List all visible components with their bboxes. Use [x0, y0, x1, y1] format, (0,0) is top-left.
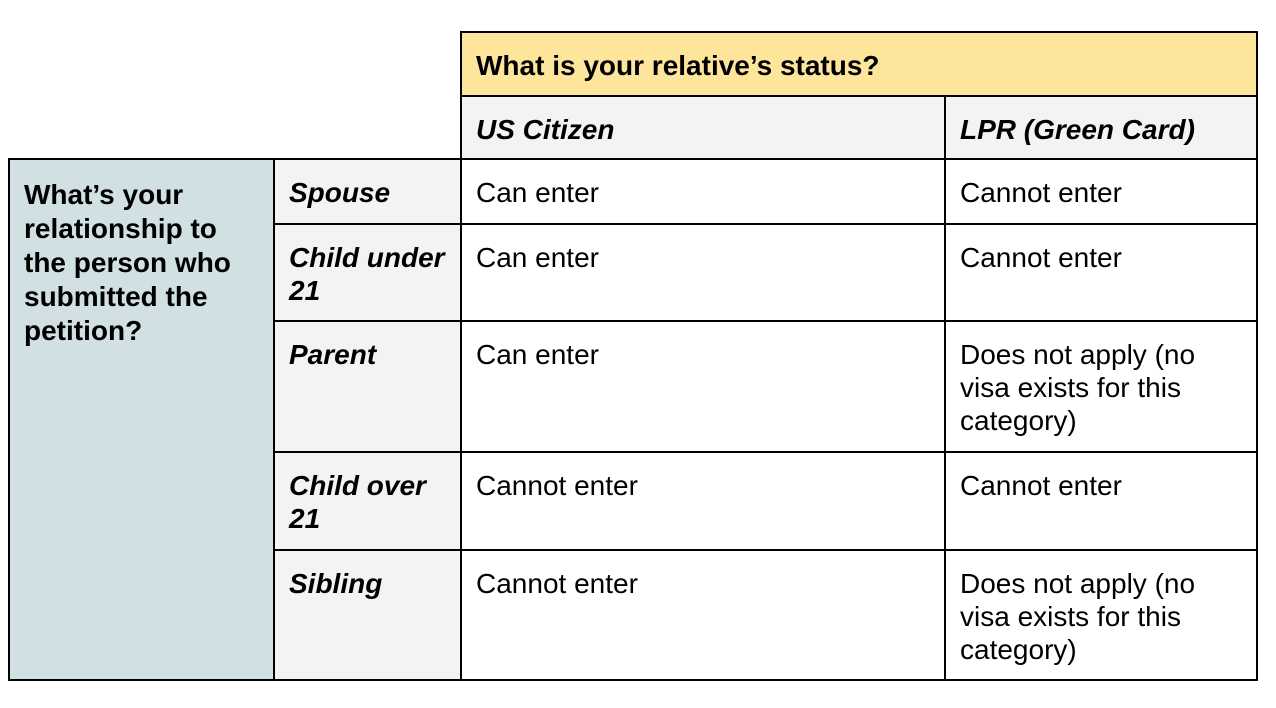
cell-spouse-us-citizen: Can enter — [460, 158, 946, 225]
cell-parent-us-citizen: Can enter — [460, 320, 946, 453]
cell-sibling-us-citizen: Cannot enter — [460, 549, 946, 681]
cell-child-under-21-lpr: Cannot enter — [944, 223, 1258, 322]
row-label-child-over-21: Child over 21 — [273, 451, 462, 551]
cell-spouse-lpr: Cannot enter — [944, 158, 1258, 225]
column-header-us-citizen: US Citizen — [460, 95, 946, 160]
cell-child-over-21-lpr: Cannot enter — [944, 451, 1258, 551]
row-label-parent: Parent — [273, 320, 462, 453]
relationship-question-label: What’s your relationship to the person who submitted the petition? — [8, 158, 275, 681]
status-question-header: What is your relative’s status? — [460, 31, 1258, 97]
cell-child-under-21-us-citizen: Can enter — [460, 223, 946, 322]
column-header-lpr: LPR (Green Card) — [944, 95, 1258, 160]
cell-child-over-21-us-citizen: Cannot enter — [460, 451, 946, 551]
row-label-spouse: Spouse — [273, 158, 462, 225]
cell-sibling-lpr: Does not apply (no visa exists for this category) — [944, 549, 1258, 681]
cell-parent-lpr: Does not apply (no visa exists for this category) — [944, 320, 1258, 453]
row-label-child-under-21: Child under 21 — [273, 223, 462, 322]
row-label-sibling: Sibling — [273, 549, 462, 681]
